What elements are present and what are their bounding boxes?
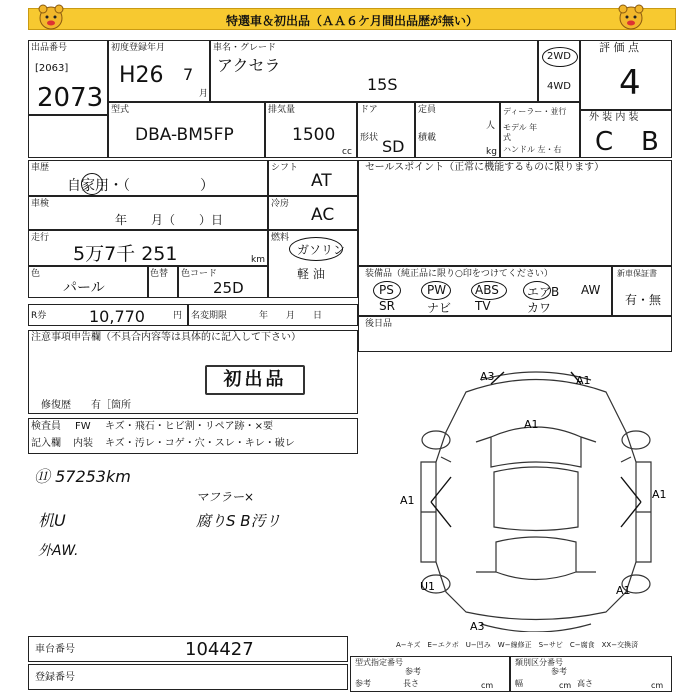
- equipment-label: 装備品（純正品に限り○印をつけてください）: [365, 269, 553, 279]
- displacement: 1500: [292, 125, 336, 145]
- mileage: 5万7千 251: [73, 243, 178, 265]
- equip-circle: [421, 281, 451, 300]
- load-unit: kg: [486, 147, 497, 157]
- damage-mark: U1: [420, 580, 436, 593]
- score-cell: [580, 40, 672, 110]
- cm-unit: cm: [481, 681, 494, 690]
- equip-circle: [373, 281, 401, 300]
- exterior-interior-cell: [580, 110, 672, 158]
- interior-grade: B: [641, 127, 659, 157]
- lot-number: 2073: [37, 83, 104, 113]
- cm-unit: cm: [559, 681, 572, 690]
- car-damage-diagram: [396, 362, 676, 632]
- history-text: 自家用・（ ）: [67, 178, 214, 194]
- classification-label: 類別区分番号: [515, 658, 563, 667]
- inspection-cell: [28, 196, 268, 230]
- lot-spacer: [28, 115, 108, 158]
- fuel-cell: [268, 230, 358, 298]
- aircon-cell: [268, 196, 358, 230]
- last-day-label: 後日品: [365, 319, 393, 329]
- spec-cell-left: [350, 656, 510, 692]
- displacement-unit: cc: [342, 147, 352, 157]
- damage-legend: A−キズ E−エクボ U−凹み W−線修正 S−サビ C−腐食 XX−交換済: [396, 641, 639, 649]
- aircon: AC: [311, 205, 335, 225]
- handwritten-note: 外AW.: [38, 543, 79, 559]
- door-label: ドア: [360, 105, 378, 115]
- width-label: 幅: [515, 679, 523, 688]
- damage-mark: A1: [652, 488, 667, 501]
- inspector-label: 検査員: [31, 421, 61, 432]
- equip-sr: SR: [379, 299, 395, 313]
- interior-text: キズ・汚レ・コゲ・穴・スレ・キレ・破レ: [105, 438, 295, 449]
- name-change-date: 年 月 日: [259, 311, 323, 321]
- last-day-cell: [358, 316, 672, 352]
- warranty-value: 有・無: [625, 293, 662, 307]
- bear-mascot-icon: [36, 2, 66, 32]
- mileage-label: 走行: [31, 233, 50, 243]
- first-reg-month: 7: [183, 65, 194, 84]
- color-value: パール: [63, 280, 105, 296]
- equip-aw: AW: [581, 283, 601, 297]
- damage-mark: A1: [524, 418, 539, 431]
- lot-number-label: 出品番号: [31, 43, 68, 53]
- fuel-label: 燃料: [271, 233, 290, 243]
- dealer-cell: [500, 102, 580, 158]
- drive-4wd: 4WD: [547, 81, 571, 92]
- shape: SD: [382, 137, 405, 156]
- fuel-diesel: 軽 油: [297, 267, 325, 281]
- shape-label: 形状: [360, 133, 379, 143]
- lot-number-cell: [28, 40, 108, 115]
- registration-number-cell: [28, 664, 348, 690]
- model-cell: [108, 102, 265, 158]
- spec-cell-right: [510, 656, 672, 692]
- sales-point-cell: [358, 160, 672, 266]
- lot-bracket: [2063]: [35, 63, 69, 74]
- equip-pw: PW: [427, 283, 447, 297]
- shift-label: シフト: [271, 163, 299, 173]
- equip-ps: PS: [379, 283, 394, 297]
- color-label: 色: [31, 269, 41, 279]
- length-label: 長さ: [403, 679, 419, 688]
- model-label: 型式: [111, 105, 130, 115]
- inspector-cell: [28, 418, 358, 454]
- color-swap-cell: [148, 266, 178, 298]
- damage-mark: A1: [616, 584, 631, 597]
- history-label: 車歴: [31, 163, 50, 173]
- damage-mark: A1: [400, 494, 415, 507]
- banner-title: 特選車＆初出品（ＡＡ６ケ月間出品歴が無い）: [225, 14, 478, 28]
- aircon-label: 冷房: [271, 199, 290, 209]
- registration-label: 登録番号: [35, 672, 75, 683]
- chassis-label: 車台番号: [35, 644, 75, 655]
- reference-label: 参考: [355, 679, 371, 688]
- fw-text: キズ・飛石・ヒビ割・リペア跡・×要: [105, 421, 273, 432]
- color-cell: [28, 266, 148, 298]
- warranty-label: 新車保証書: [617, 269, 657, 278]
- mileage-cell: [28, 230, 268, 266]
- damage-mark: A1: [576, 374, 591, 387]
- recycle-label: R券: [31, 311, 47, 321]
- color-code: 25D: [213, 279, 244, 297]
- color-code-label: 色コード: [181, 269, 218, 279]
- equip-circle: [471, 281, 507, 300]
- first-reg-year: H26: [119, 63, 164, 88]
- load-label: 積載: [418, 133, 437, 143]
- recycle-amount: 10,770: [89, 307, 145, 326]
- color-swap-label: 色替: [150, 269, 169, 279]
- car-name: アクセラ: [217, 56, 281, 75]
- displacement-label: 排気量: [268, 105, 296, 115]
- score-label: 評 価 点: [599, 41, 639, 54]
- reference-label: 参考: [551, 667, 567, 676]
- equip-tv: TV: [475, 299, 491, 313]
- private-use-circle: [81, 173, 103, 195]
- month-unit: 月: [199, 89, 209, 99]
- equip-navi: ナビ: [427, 301, 452, 315]
- cm-unit: cm: [651, 681, 664, 690]
- reference-label: 参考: [405, 667, 421, 676]
- equipment-cell: [358, 266, 612, 316]
- repair-label: 修復歴 有［箇所: [41, 400, 131, 411]
- recycle-cell: [28, 304, 188, 326]
- name-change-cell: [188, 304, 358, 326]
- shift-cell: [268, 160, 358, 196]
- model-year-label: モデル 年式: [503, 123, 538, 142]
- equip-circle: [523, 281, 551, 300]
- first-registration-cell: [108, 40, 210, 102]
- sales-point-label: セールスポイント（正常に機能するものに限ります）: [365, 162, 605, 173]
- chassis-number: 104427: [185, 639, 254, 660]
- capacity-unit: 人: [486, 121, 496, 131]
- height-label: 高さ: [577, 679, 593, 688]
- type-designation-label: 型式指定番号: [355, 658, 403, 667]
- capacity-load-cell: [415, 102, 500, 158]
- capacity-label: 定員: [418, 105, 437, 115]
- inspection-label: 車検: [31, 199, 50, 209]
- inspection-text: 年 月（ ）日: [115, 213, 224, 227]
- damage-mark: A3: [480, 370, 495, 383]
- handle-label: ハンドル 左・右: [503, 145, 562, 154]
- chassis-number-cell: [28, 636, 348, 662]
- grade: 15S: [367, 75, 398, 94]
- notes-cell: [28, 330, 358, 414]
- header-banner: [28, 8, 676, 30]
- handwritten-note: 机U: [38, 511, 66, 530]
- drive-2wd: 2WD: [547, 51, 571, 62]
- name-change-label: 名変期限: [191, 311, 228, 321]
- displacement-cell: [265, 102, 357, 158]
- ext-int-label: 外 装 内 装: [589, 112, 639, 123]
- shift: AT: [311, 171, 332, 191]
- mileage-unit: km: [251, 255, 265, 265]
- car-name-cell: [210, 40, 538, 102]
- drive-cell: [538, 40, 580, 102]
- car-name-label: 車名・グレード: [213, 43, 277, 53]
- equip-leather: カワ: [527, 301, 552, 315]
- bear-mascot-icon: [616, 2, 646, 32]
- door-shape-cell: [357, 102, 415, 158]
- muffler-note: マフラー×: [196, 490, 255, 504]
- history-cell: [28, 160, 268, 196]
- model: DBA-BM5FP: [135, 125, 234, 145]
- warranty-cell: [612, 266, 672, 316]
- dealer-label: ディーラー・並行: [503, 107, 567, 116]
- interior-label: 内装: [73, 438, 93, 449]
- first-listing-stamp: 初出品: [205, 365, 305, 395]
- entry-label: 記入欄: [31, 438, 61, 449]
- damage-mark: A3: [470, 620, 485, 632]
- yen-unit: 円: [173, 311, 183, 321]
- fw-label: FW: [75, 421, 91, 432]
- notes-label: 注意事項申告欄（不具合内容等は具体的に記入して下さい）: [31, 332, 301, 343]
- corrosion-note: 腐りS B汚リ: [196, 512, 281, 530]
- handwritten-mileage: ⑪ 57253km: [34, 467, 131, 486]
- exterior-grade: C: [595, 127, 614, 157]
- equip-airbag: エアB: [527, 285, 560, 299]
- equip-abs: ABS: [475, 283, 499, 297]
- first-reg-label: 初度登録年月: [111, 43, 166, 53]
- score: 4: [619, 63, 641, 103]
- color-code-cell: [178, 266, 268, 298]
- fuel-gasoline: ガソリン: [297, 243, 346, 257]
